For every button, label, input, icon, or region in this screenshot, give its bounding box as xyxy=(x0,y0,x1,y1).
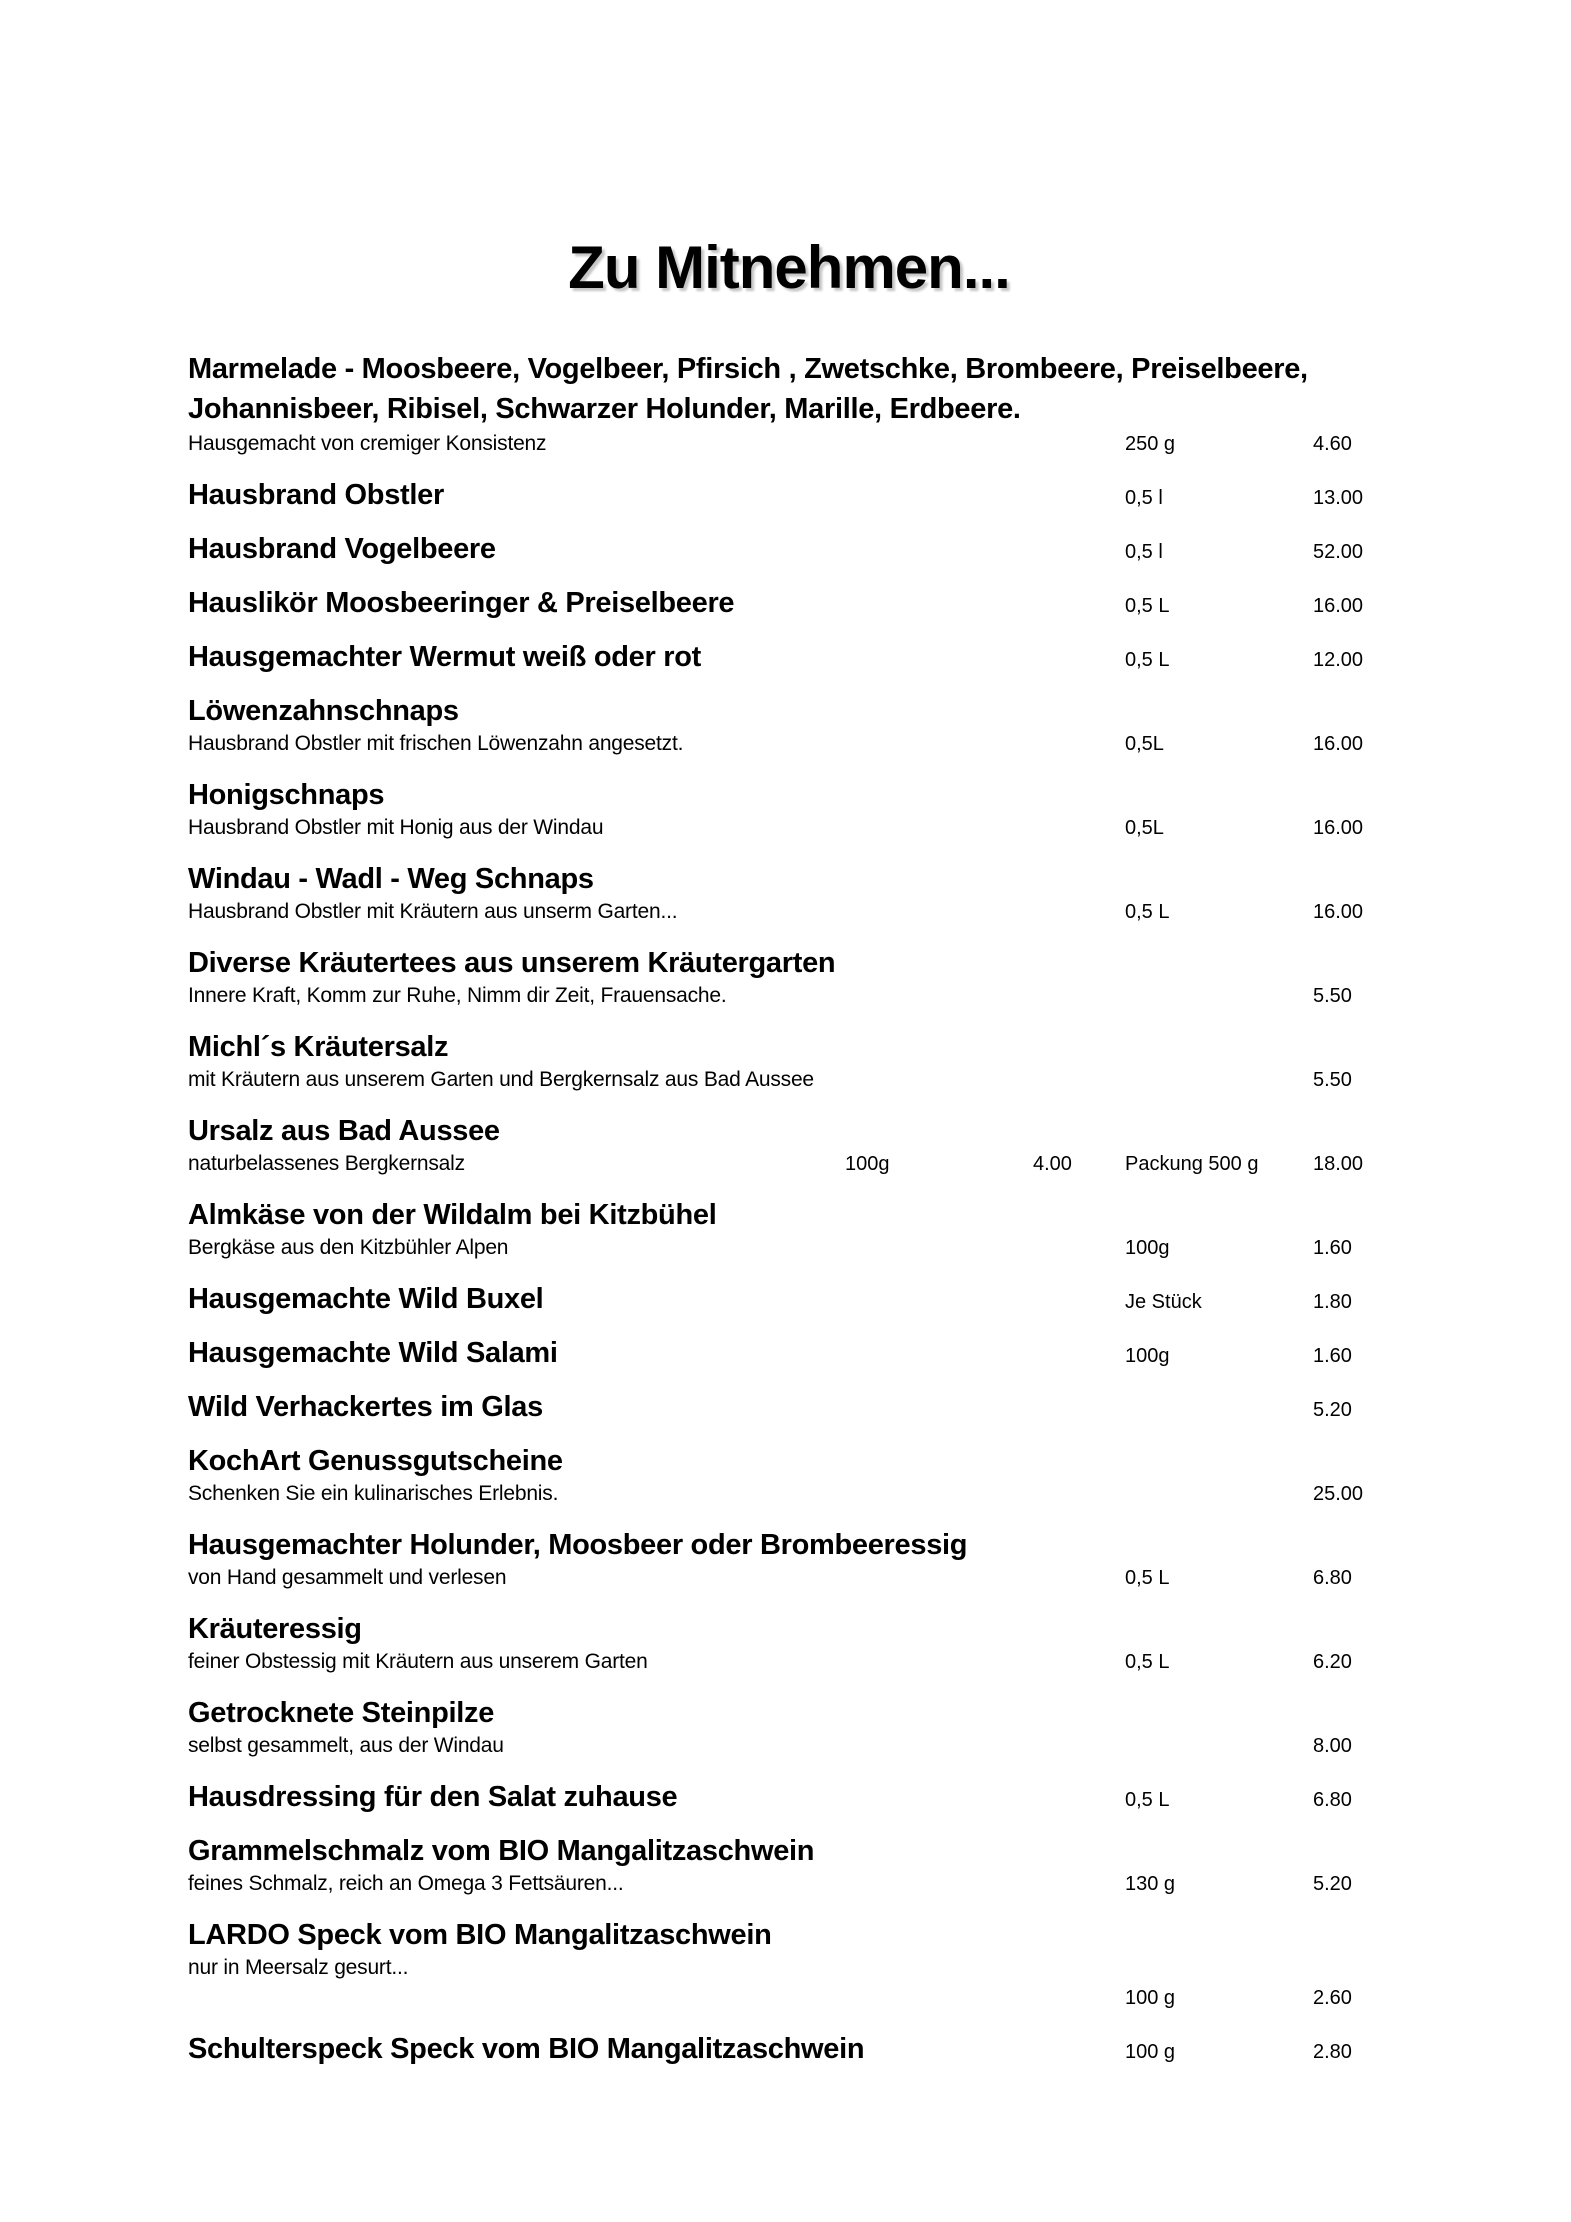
unit-cell: 100g xyxy=(1125,1345,1170,1367)
menu-item xyxy=(188,1389,1390,1425)
menu-item xyxy=(188,1113,1390,1179)
item-description-row xyxy=(188,729,1390,759)
menu-item xyxy=(188,861,1390,927)
item-description-text: Bergkäse aus den Kitzbühler Alpen xyxy=(188,1236,509,1259)
menu-item xyxy=(188,1611,1390,1677)
item-extra-price-row xyxy=(188,1983,1390,2013)
price-cell: 2.80 xyxy=(1313,2041,1352,2063)
item-title-text: Löwenzahnschnaps xyxy=(188,695,459,727)
price-cell: 18.00 xyxy=(1313,1153,1364,1175)
item-title-line xyxy=(188,2031,1390,2067)
unit-cell: 130 g xyxy=(1125,1873,1176,1895)
item-title-line xyxy=(188,349,1390,389)
item-title-line xyxy=(188,861,1390,897)
menu-item xyxy=(188,1443,1390,1509)
menu-item xyxy=(188,777,1390,843)
item-title-text: Honigschnaps xyxy=(188,779,385,811)
item-title-text: Marmelade - Moosbeere, Vogelbeer, Pfirsich , Zwetschke, Brombeere, Preiselbeere, xyxy=(188,353,1308,385)
item-title-text: Hausgemachte Wild Salami xyxy=(188,1337,558,1369)
price-cell: 5.50 xyxy=(1313,985,1352,1007)
item-title-line xyxy=(188,693,1390,729)
item-title-block xyxy=(188,1833,1390,1869)
unit-cell: 250 g xyxy=(1125,433,1176,455)
price-cell: 2.60 xyxy=(1313,1987,1352,2009)
menu-item xyxy=(188,1779,1390,1815)
price-cell: 16.00 xyxy=(1313,733,1364,755)
item-title-block xyxy=(188,1389,1390,1425)
item-description-row xyxy=(188,1149,1390,1179)
menu-items xyxy=(188,349,1390,2067)
item-title-block xyxy=(188,1335,1390,1371)
price-cell: 1.60 xyxy=(1313,1345,1352,1367)
unit-cell: 0,5L xyxy=(1125,817,1164,839)
page-title: Zu Mitnehmen... xyxy=(568,234,1010,301)
menu-item xyxy=(188,531,1390,567)
item-title-text: Diverse Kräutertees aus unserem Kräutergarten xyxy=(188,947,836,979)
item-title-text: Hausgemachter Wermut weiß oder rot xyxy=(188,641,701,673)
item-title-line xyxy=(188,1281,1390,1317)
item-description-row xyxy=(188,1233,1390,1263)
menu-item xyxy=(188,945,1390,1011)
item-title-block xyxy=(188,1281,1390,1317)
menu-item xyxy=(188,1197,1390,1263)
item-title-text: Hauslikör Moosbeeringer & Preiselbeere xyxy=(188,587,735,619)
item-title-line xyxy=(188,1443,1390,1479)
price-cell: 1.80 xyxy=(1313,1291,1352,1313)
unit-cell: 0,5 L xyxy=(1125,595,1170,617)
item-title-line xyxy=(188,945,1390,981)
item-title-block xyxy=(188,585,1390,621)
unit-cell: 100g xyxy=(1125,1237,1170,1259)
menu-item xyxy=(188,1917,1390,2013)
item-title-block xyxy=(188,1113,1390,1149)
unit-cell: 0,5 L xyxy=(1125,1651,1170,1673)
item-title-text: Getrocknete Steinpilze xyxy=(188,1697,495,1729)
item-title-text: Schulterspeck Speck vom BIO Mangalitzaschwein xyxy=(188,2033,865,2065)
item-title-block xyxy=(188,1695,1390,1731)
item-description-text: Hausbrand Obstler mit Honig aus der Windau xyxy=(188,816,604,839)
item-title-line xyxy=(188,389,1390,429)
item-title-block xyxy=(188,1029,1390,1065)
item-title-line xyxy=(188,531,1390,567)
price-cell: 5.20 xyxy=(1313,1399,1352,1421)
price-cell: 4.60 xyxy=(1313,433,1352,455)
quantity-cell-secondary: 100g xyxy=(845,1153,890,1175)
menu-page xyxy=(188,0,1390,2085)
item-title-text: Windau - Wadl - Weg Schnaps xyxy=(188,863,594,895)
unit-cell: 100 g xyxy=(1125,1987,1176,2009)
unit-cell: 0,5 l xyxy=(1125,487,1163,509)
price-cell: 16.00 xyxy=(1313,817,1364,839)
item-description-row xyxy=(188,897,1390,927)
price-cell: 6.80 xyxy=(1313,1567,1352,1589)
menu-item xyxy=(188,693,1390,759)
unit-cell: 0,5 L xyxy=(1125,649,1170,671)
item-description-row xyxy=(188,1869,1390,1899)
item-title-text: Kräuteressig xyxy=(188,1613,362,1645)
item-title-line xyxy=(188,639,1390,675)
item-title-block xyxy=(188,777,1390,813)
item-title-line xyxy=(188,1833,1390,1869)
price-cell: 52.00 xyxy=(1313,541,1364,563)
unit-cell: 0,5L xyxy=(1125,733,1164,755)
item-title-block xyxy=(188,639,1390,675)
menu-item xyxy=(188,1527,1390,1593)
item-title-line xyxy=(188,1779,1390,1815)
item-title-block xyxy=(188,1443,1390,1479)
item-title-block xyxy=(188,861,1390,897)
unit-cell: 0,5 L xyxy=(1125,1567,1170,1589)
item-title-line xyxy=(188,1197,1390,1233)
item-description-row xyxy=(188,981,1390,1011)
item-title-text: Almkäse von der Wildalm bei Kitzbühel xyxy=(188,1199,717,1231)
item-title-text: Hausgemachte Wild Buxel xyxy=(188,1283,544,1315)
item-description-row xyxy=(188,1731,1390,1761)
item-description-text: Hausbrand Obstler mit frischen Löwenzahn angesetzt. xyxy=(188,732,684,755)
unit-cell: 100 g xyxy=(1125,2041,1176,2063)
item-description-row xyxy=(188,429,1390,459)
item-title-block xyxy=(188,693,1390,729)
item-title-line xyxy=(188,1695,1390,1731)
price-cell-secondary: 4.00 xyxy=(1033,1153,1072,1175)
item-title-text: Ursalz aus Bad Aussee xyxy=(188,1115,500,1147)
menu-item xyxy=(188,2031,1390,2067)
item-title-line xyxy=(188,585,1390,621)
item-description-text: Schenken Sie ein kulinarisches Erlebnis. xyxy=(188,1482,559,1505)
price-cell: 5.20 xyxy=(1313,1873,1352,1895)
item-description-row xyxy=(188,1065,1390,1095)
menu-item xyxy=(188,585,1390,621)
unit-cell: 0,5 l xyxy=(1125,541,1163,563)
menu-item xyxy=(188,1695,1390,1761)
menu-item xyxy=(188,1833,1390,1899)
menu-item xyxy=(188,1029,1390,1095)
price-cell: 12.00 xyxy=(1313,649,1364,671)
item-title-line xyxy=(188,477,1390,513)
item-description-text: Hausgemacht von cremiger Konsistenz xyxy=(188,432,547,455)
item-title-text: Hausgemachter Holunder, Moosbeer oder Brombeeressig xyxy=(188,1529,968,1561)
item-title-text: Grammelschmalz vom BIO Mangalitzaschwein xyxy=(188,1835,815,1867)
item-title-block xyxy=(188,1527,1390,1563)
item-title-block xyxy=(188,349,1390,429)
item-title-block xyxy=(188,2031,1390,2067)
item-description-row xyxy=(188,813,1390,843)
item-description-text: mit Kräutern aus unserem Garten und Bergkernsalz aus Bad Aussee xyxy=(188,1068,814,1091)
menu-item xyxy=(188,1335,1390,1371)
item-title-text: Hausdressing für den Salat zuhause xyxy=(188,1781,678,1813)
item-title-line xyxy=(188,1527,1390,1563)
item-description-row xyxy=(188,1479,1390,1509)
price-cell: 1.60 xyxy=(1313,1237,1352,1259)
item-title-text: Johannisbeer, Ribisel, Schwarzer Holunder, Marille, Erdbeere. xyxy=(188,393,1021,425)
price-cell: 6.20 xyxy=(1313,1651,1352,1673)
unit-cell: Je Stück xyxy=(1125,1291,1202,1313)
item-title-line xyxy=(188,1389,1390,1425)
item-description-text: Hausbrand Obstler mit Kräutern aus unserm Garten... xyxy=(188,900,678,923)
menu-item xyxy=(188,1281,1390,1317)
item-description-row xyxy=(188,1563,1390,1593)
item-title-text: Wild Verhackertes im Glas xyxy=(188,1391,543,1423)
price-cell: 8.00 xyxy=(1313,1735,1352,1757)
item-title-block xyxy=(188,477,1390,513)
item-title-line xyxy=(188,1611,1390,1647)
item-title-block xyxy=(188,1917,1390,1953)
menu-item xyxy=(188,477,1390,513)
item-title-block xyxy=(188,1779,1390,1815)
price-cell: 25.00 xyxy=(1313,1483,1364,1505)
item-description-text: feines Schmalz, reich an Omega 3 Fettsäuren... xyxy=(188,1872,624,1895)
price-cell: 13.00 xyxy=(1313,487,1364,509)
item-title-block xyxy=(188,945,1390,981)
item-title-text: Hausbrand Obstler xyxy=(188,479,444,511)
item-description-row xyxy=(188,1953,1390,1983)
item-title-text: LARDO Speck vom BIO Mangalitzaschwein xyxy=(188,1919,772,1951)
item-title-line xyxy=(188,1113,1390,1149)
price-cell: 5.50 xyxy=(1313,1069,1352,1091)
item-title-text: Michl´s Kräutersalz xyxy=(188,1031,449,1063)
item-title-line xyxy=(188,1029,1390,1065)
menu-item xyxy=(188,639,1390,675)
item-description-text: Innere Kraft, Komm zur Ruhe, Nimm dir Zeit, Frauensache. xyxy=(188,984,727,1007)
price-cell: 6.80 xyxy=(1313,1789,1352,1811)
item-description-text: nur in Meersalz gesurt... xyxy=(188,1956,409,1979)
item-description-text: von Hand gesammelt und verlesen xyxy=(188,1566,507,1589)
item-title-text: Hausbrand Vogelbeere xyxy=(188,533,496,565)
item-title-line xyxy=(188,1917,1390,1953)
item-title-text: KochArt Genussgutscheine xyxy=(188,1445,563,1477)
item-title-block xyxy=(188,531,1390,567)
unit-cell: Packung 500 g xyxy=(1125,1153,1259,1175)
unit-cell: 0,5 L xyxy=(1125,901,1170,923)
unit-cell: 0,5 L xyxy=(1125,1789,1170,1811)
item-title-line xyxy=(188,777,1390,813)
item-description-text: selbst gesammelt, aus der Windau xyxy=(188,1734,504,1757)
item-title-line xyxy=(188,1335,1390,1371)
item-title-block xyxy=(188,1611,1390,1647)
price-cell: 16.00 xyxy=(1313,901,1364,923)
item-description-row xyxy=(188,1647,1390,1677)
item-description-text: feiner Obstessig mit Kräutern aus unserem Garten xyxy=(188,1650,648,1673)
item-title-block xyxy=(188,1197,1390,1233)
item-description-text: naturbelassenes Bergkernsalz xyxy=(188,1152,465,1175)
price-cell: 16.00 xyxy=(1313,595,1364,617)
menu-item xyxy=(188,349,1390,459)
